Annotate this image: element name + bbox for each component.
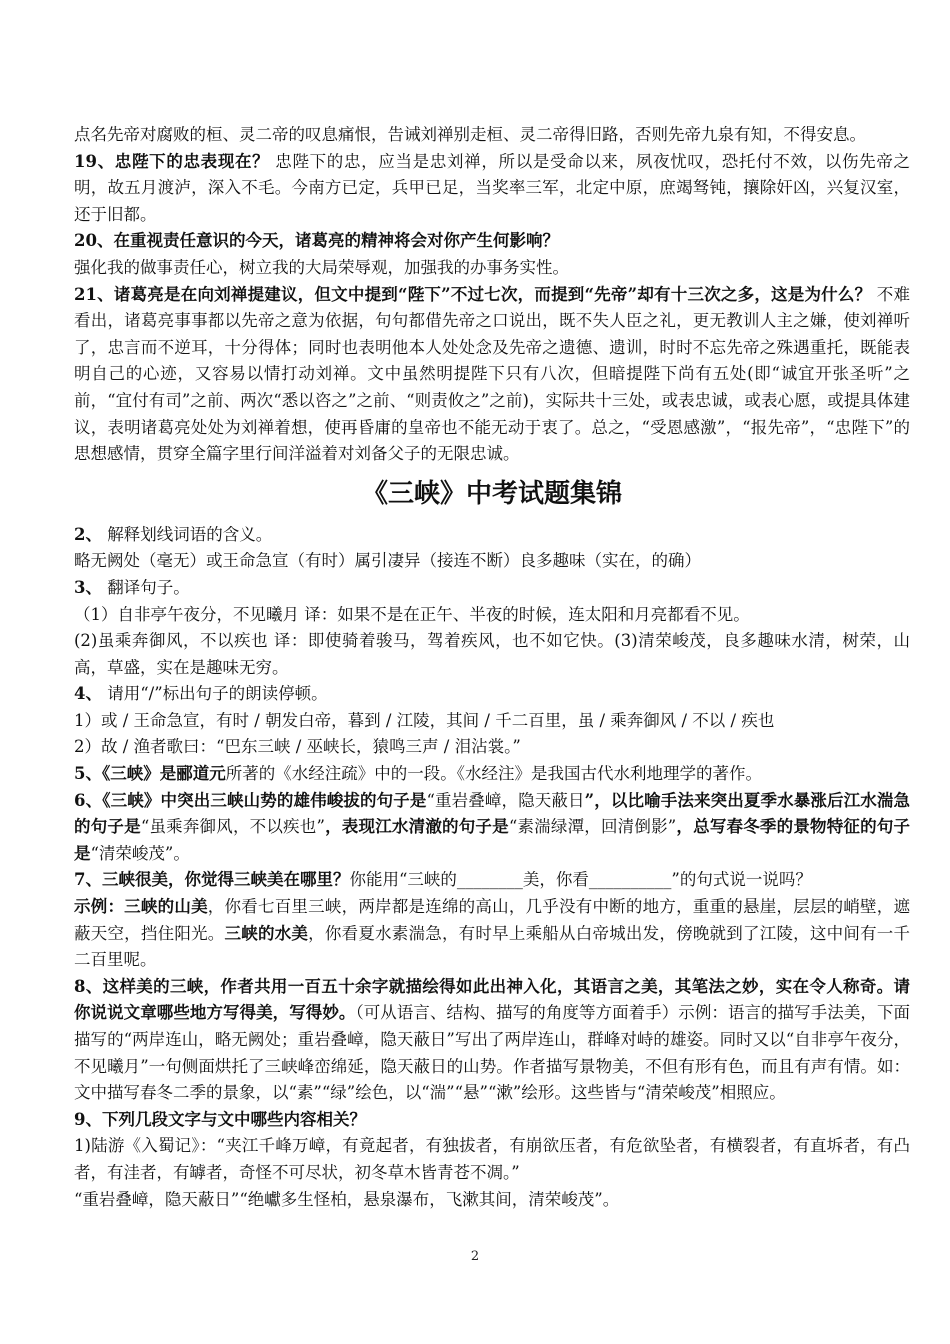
question-3-number: 3、 [74, 577, 102, 597]
question-7 [74, 867, 910, 894]
question-21-answer: 不难看出，诸葛亮事事都以先帝之意为依据，句句都借先帝之口说出，既不失人臣之礼，更无教训人主之嫌，使刘禅听了，忠言而不逆耳，十分得体；同时也表明他本人处处念及先帝之遗德、遗训，时时不忘先帝之殊遇重托，既能表明自己的心迹，又容易以情打动刘禅。文中虽然明提陛下只有八次，但暗提陛下尚有五处(即“诚宜开张圣听”之前，“宜付有司”之前、两次“悉以咨之”之前、“则责攸之”之前)，实际共十三处，或表忠诚，或表心愿，或提具体建议，表明诸葛亮处处为刘禅着想，使再昏庸的皇帝也不能无动于衷了。总之，“受恩感激”，“报先帝”，“忠陛下”的思想感情，贯穿全篇字里行间洋溢着对刘备父子的无限忠诚。 [74, 284, 910, 464]
question-6-part-b: “重岩叠嶂，隐天蔽日 [426, 790, 585, 810]
question-4-number: 4、 [74, 684, 102, 704]
question-7-prompt: 你能用“三峡的________美，你看__________”的句式说一说吗？ [349, 870, 812, 890]
question-4 [74, 681, 910, 708]
question-4-sentence-2: 2）故 / 渔者歌曰：“巴东三峡 / 巫峡长，猿鸣三声 / 泪沾裳。” [74, 737, 521, 757]
question-6-part-g: ，总写春冬季的景物特征的句子是 [74, 817, 911, 863]
question-5-lead: 5、《三峡》是 [74, 764, 177, 784]
question-7-example-2-text: ，你看夏水素湍急，有时早上乘船从白帝城出发，傍晚就到了江陵，这中间有一千二百里呢。 [74, 923, 911, 970]
question-2 [74, 522, 910, 549]
paragraph-continuation: 点名先帝对腐败的桓、灵二帝的叹息痛恨，告诫刘禅别走桓、灵二帝得旧路，否则先帝九泉有知，不得安息。 [74, 125, 866, 144]
question-7-example-1-label: 示例：三峡的山美 [74, 897, 208, 917]
question-19-title: 19、忠陛下的忠表现在？ [74, 151, 270, 171]
page-number: 2 [470, 1249, 480, 1264]
question-20-title: 20、在重视责任意识的今天，诸葛亮的精神将会对你产生何影响？ [74, 231, 559, 251]
question-6-part-d: “虽乘奔御风，不以疾也” [140, 817, 325, 837]
question-8-answer: （可从语言、结构、描写的角度等方面着手）示例：语言的描写手法美，下面描写的“两岸连山，略无阙处；重岩叠嶂，隐天蔽日”写出了两岸连山，群峰对峙的雄姿。同时又以“自非亭午夜分，不见曦月”一句侧面烘托了三峡峰峦绵延，隐天蔽日的山势。作者描写景物美，不但有形有色，而且有声有情。如：文中描写春冬二季的景象，以“素”“绿”绘色，以“湍”“悬”“漱”绘形。这些皆与“清荣峻茂”相照应。 [74, 1003, 911, 1103]
question-5 [74, 761, 910, 788]
question-7-example-2-label: 三峡的水美 [224, 923, 309, 943]
question-6-part-h: “清荣峻茂”。 [90, 843, 190, 863]
question-3 [74, 575, 910, 602]
question-2-answer: 略无阙处（毫无）或王命急宣（有时）属引凄异（接连不断）良多趣味（实在，的确） [74, 551, 701, 571]
question-19-answer: 忠陛下的忠，应当是忠刘禅，所以是受命以来，夙夜忧叹，恐托付不效，以伤先帝之明，故五月渡泸，深入不毛。今南方已定，兵甲已足，当奖率三军，北定中原，庶竭驽钝，攘除奸凶，兴复汉室，还于旧都。 [74, 151, 910, 224]
question-6-part-e: ，表现江水清澈的句子是 [324, 817, 509, 837]
question-7-example [74, 894, 910, 974]
question-9-title: 9、下列几段文字与文中哪些内容相关？ [74, 1109, 366, 1129]
question-6 [74, 788, 910, 868]
question-3-text: 翻译句子。 [101, 577, 190, 597]
question-3-sentence-1: （1）自非亭午夜分，不见曦月 译：如果不是在正午、半夜的时候，连太阳和月亮都看不见。 [74, 604, 750, 624]
question-21-title: 21、诸葛亮是在向刘禅提建议，但文中提到“陛下”不过七次，而提到“先帝”却有十三次之多，这是为什么？ [74, 284, 872, 304]
question-2-number: 2、 [74, 524, 102, 544]
question-4-sentence-1: 1）或 / 王命急宣，有时 / 朝发白帝，暮到 / 江陵，其间 / 千二百里，虽 / 乘奔御风 / 不以 / 疾也 [74, 710, 775, 730]
question-19 [74, 149, 910, 229]
question-4-text: 请用“/”标出句子的朗读停顿。 [101, 684, 328, 704]
question-7-title: 7、三峡很美，你觉得三峡美在哪里？ [74, 870, 350, 890]
question-8-title: 8、这样美的三峡，作者共用一百五十余字就描绘得如此出神入化，其语言之美，其笔法之妙，实在令人称奇。请你说说文章哪些地方写得美，写得妙。 [74, 976, 910, 1023]
question-3-sentence-2: (2)虽乘奔御风，不以疾也 译：即使骑着骏马，驾着疾风，也不如它快。(3)清荣峻茂，良多趣味水清，树荣，山高，草盛，实在是趣味无穷。 [74, 631, 910, 677]
question-2-text: 解释划线词语的含义。 [101, 524, 273, 544]
section-title: 《三峡》中考试题集锦 [361, 478, 622, 509]
question-5-author: 郦道元 [176, 764, 226, 784]
question-7-example-1-text: ，你看七百里三峡，两岸都是连绵的高山，几乎没有中断的地方，重重的悬崖，层层的峭壁，遮蔽天空，挡住阳光。 [74, 897, 911, 943]
question-6-part-c: ”，以比喻手法来突出夏季水暴涨后江水湍急的句子是 [74, 790, 911, 837]
question-9-sentence-1: 1)陆游《入蜀记》：“夹江千峰万嶂，有竟起者，有独拔者，有崩欲压者，有危欲坠者，有横裂者，有直坼者，有凸者，有洼者，有罅者，奇怪不可尽状，初冬草木皆青苍不凋。” [74, 1136, 910, 1182]
question-20-answer: 强化我的做事责任心，树立我的大局荣辱观，加强我的办事务实性。 [74, 257, 569, 277]
question-5-rest: 所著的《水经注疏》中的一段。《水经注》是我国古代水利地理学的著作。 [225, 764, 762, 784]
question-9-sentence-2: “重岩叠嶂，隐天蔽日”“绝巘多生怪柏，悬泉瀑布，飞漱其间，清荣峻茂”。 [74, 1189, 620, 1209]
question-21 [74, 282, 910, 468]
document-body [74, 122, 910, 1213]
question-6-part-f: “素湍绿潭，回清倒影” [508, 817, 677, 837]
question-6-part-a: 6、《三峡》中突出三峡山势的雄伟峻拔的句子是 [74, 790, 427, 810]
question-8 [74, 974, 910, 1107]
